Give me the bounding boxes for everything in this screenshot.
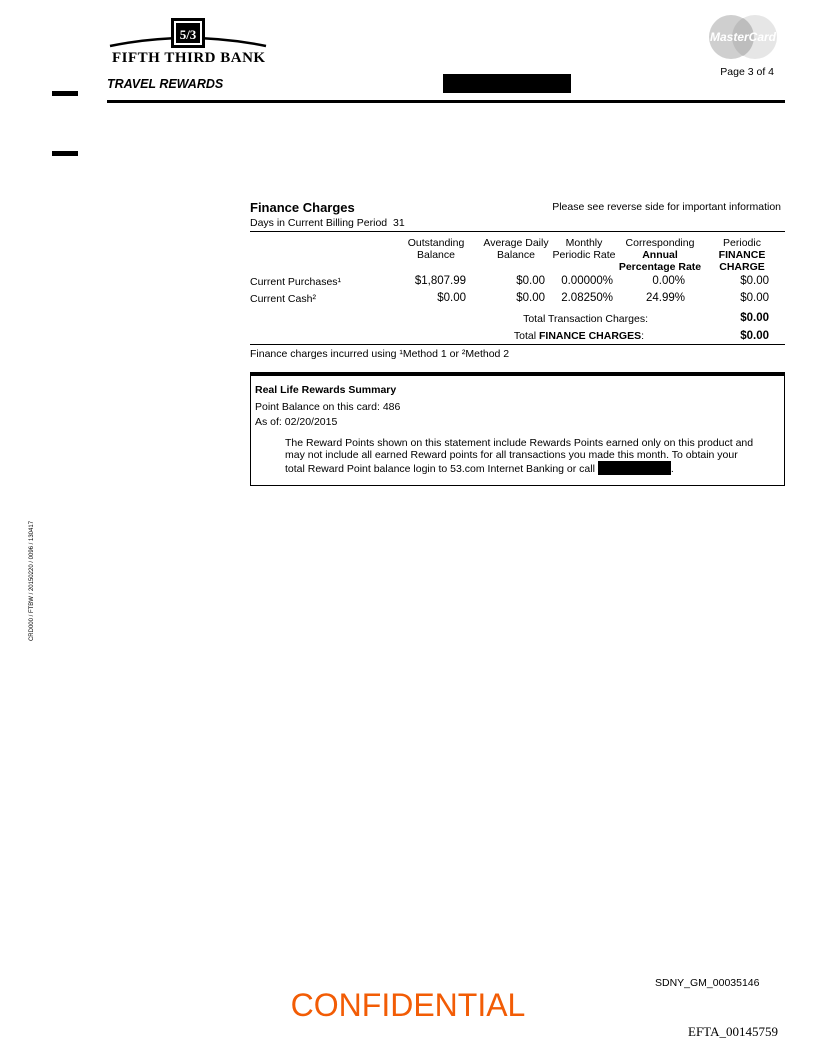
side-reference-text: CRD000 / FTBW / 20150220 / 0096 / 130417 (29, 520, 35, 642)
program-name: TRAVEL REWARDS (107, 77, 224, 91)
row-label-purchases: Current Purchases¹ (250, 276, 342, 288)
cell-monthly-rate: 0.00000% (561, 275, 613, 287)
col-header-average-daily: Average Daily Balance (483, 237, 549, 261)
cell-average-daily: $0.00 (516, 275, 545, 287)
row-label-cash: Current Cash² (250, 293, 316, 305)
efta-number: EFTA_00145759 (688, 1024, 778, 1039)
finance-footnote: Finance charges incurred using ¹Method 1 or ²Method 2 (250, 348, 510, 360)
rewards-disclaimer: The Reward Points shown on this statement include Rewards Points earned only on this product and may not include all earned Reward points for all transactions you made this month. To obtain your total Reward Point balance login to 53.com Internet Banking or call . (285, 437, 754, 475)
total-finance-label: Total FINANCE CHARGES: (513, 330, 644, 342)
col-header-finance-charge: Periodic FINANCE CHARGE (718, 237, 766, 273)
finance-charges-title: Finance Charges (250, 200, 355, 215)
page-number: Page 3 of 4 (720, 66, 774, 78)
margin-mark (52, 151, 78, 156)
col-header-apr: Corresponding Annual Percentage Rate (618, 237, 702, 273)
point-balance: Point Balance on this card: 486 (255, 401, 401, 413)
bates-number: SDNY_GM_00035146 (655, 977, 760, 989)
cell-finance-charge: $0.00 (740, 275, 769, 287)
cell-finance-charge: $0.00 (740, 292, 769, 304)
cell-monthly-rate: 2.08250% (561, 292, 613, 304)
total-finance-value: $0.00 (740, 330, 769, 342)
reverse-side-note: Please see reverse side for important information (552, 201, 781, 213)
cell-apr: 0.00% (652, 275, 685, 287)
cell-average-daily: $0.00 (516, 292, 545, 304)
table-top-rule (250, 231, 785, 232)
billing-period-days (250, 217, 405, 229)
days-label: Days in Current Billing Period (250, 217, 388, 229)
table-bottom-rule (250, 344, 785, 345)
logo-mark-text: 5/3 (179, 27, 197, 42)
mastercard-logo (707, 14, 779, 60)
mastercard-wordmark: MasterCard (709, 30, 777, 44)
header-rule (107, 100, 785, 103)
rewards-title: Real Life Rewards Summary (255, 384, 397, 396)
col-header-outstanding: Outstanding Balance (407, 237, 465, 261)
cell-outstanding: $0.00 (437, 292, 466, 304)
margin-mark (52, 91, 78, 96)
total-transaction-value: $0.00 (740, 312, 769, 324)
cell-outstanding: $1,807.99 (414, 275, 466, 287)
points-as-of-date: As of: 02/20/2015 (255, 416, 338, 428)
days-value: 31 (393, 217, 405, 229)
cell-apr: 24.99% (645, 292, 685, 304)
bank-name: FIFTH THIRD BANK (112, 50, 266, 66)
total-transaction-label: Total Transaction Charges: (523, 313, 648, 325)
confidential-stamp: CONFIDENTIAL (290, 987, 526, 1023)
col-header-monthly-rate: Monthly Periodic Rate (552, 237, 616, 261)
redaction-account (443, 74, 571, 93)
redaction-phone (598, 461, 671, 475)
